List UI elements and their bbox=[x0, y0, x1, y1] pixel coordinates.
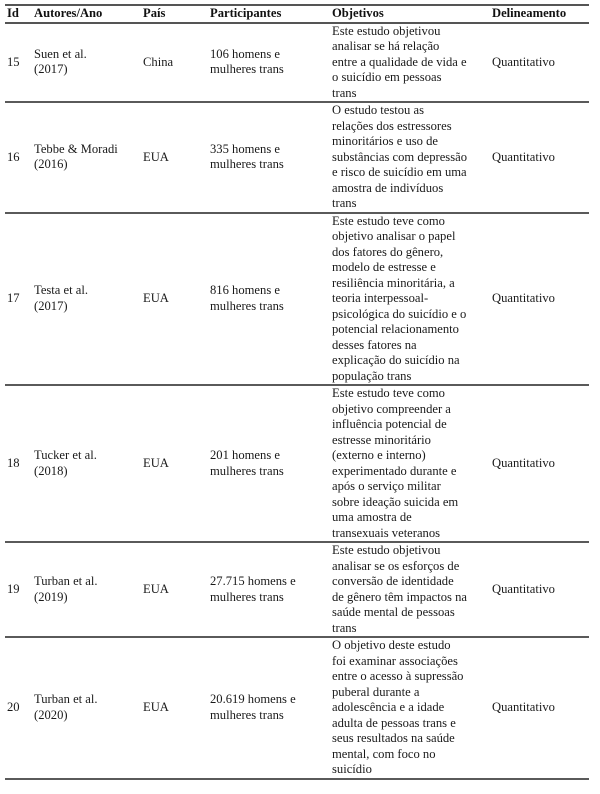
autores-line: Tucker et al. bbox=[34, 448, 97, 462]
objetivos-line: entre a qualidade de vida e bbox=[332, 54, 467, 69]
cell-objetivos bbox=[330, 102, 490, 213]
table-row bbox=[5, 213, 589, 386]
cell-pais: EUA bbox=[141, 213, 208, 386]
objetivos-line: trans bbox=[332, 620, 357, 635]
participantes-line: mulheres trans bbox=[210, 298, 284, 313]
objetivos-line: e risco de suicídio em uma bbox=[332, 165, 467, 179]
objetivos-line: teoria interpessoal- bbox=[332, 291, 429, 305]
cell-participantes bbox=[208, 385, 330, 542]
objetivos-line: uma amostra de bbox=[332, 510, 412, 524]
participantes-line: 816 homens e bbox=[210, 283, 280, 298]
cell-id: 16 bbox=[5, 102, 32, 213]
table-row bbox=[5, 102, 589, 213]
autores-line: (2019) bbox=[34, 589, 68, 604]
objetivos-line: transexuais veteranos bbox=[332, 525, 441, 540]
objetivos-line: Este estudo teve como bbox=[332, 213, 445, 228]
cell-participantes bbox=[208, 637, 330, 779]
cell-participantes bbox=[208, 23, 330, 103]
objetivos-line: suicídio bbox=[332, 762, 372, 776]
objetivos-line: conversão de identidade bbox=[332, 574, 454, 588]
objetivos-line: dos fatores do gênero, bbox=[332, 244, 444, 259]
cell-id: 19 bbox=[5, 542, 32, 637]
objetivos-line: objetivo compreender a bbox=[332, 401, 451, 416]
cell-autores bbox=[32, 637, 141, 779]
cell-delineamento: Quantitativo bbox=[490, 385, 589, 542]
header-delineamento: Delineamento bbox=[490, 5, 589, 23]
cell-participantes bbox=[208, 213, 330, 386]
autores-line: Testa et al. bbox=[34, 283, 89, 298]
objetivos-line: O objetivo deste estudo bbox=[332, 638, 451, 652]
cell-objetivos bbox=[330, 542, 490, 637]
objetivos-line: psicológica do suicídio e o bbox=[332, 306, 467, 321]
participantes-line: mulheres trans bbox=[210, 589, 284, 604]
cell-delineamento: Quantitativo bbox=[490, 542, 589, 637]
objetivos-line: resiliência minoritária, a bbox=[332, 275, 455, 290]
table-header bbox=[5, 5, 589, 23]
autores-line: (2016) bbox=[34, 157, 68, 172]
objetivos-line: potencial relacionamento bbox=[332, 322, 459, 336]
objetivos-line: O estudo testou as bbox=[332, 103, 424, 117]
objetivos-line: objetivo analisar o papel bbox=[332, 229, 456, 243]
autores-line: Turban et al. bbox=[34, 692, 98, 707]
header-id: Id bbox=[5, 5, 32, 23]
cell-objetivos bbox=[330, 23, 490, 103]
autores-line: (2017) bbox=[34, 298, 68, 313]
objetivos-line: sobre ideação suicida em bbox=[332, 494, 459, 509]
participantes-line: 335 homens e bbox=[210, 141, 280, 156]
objetivos-line: Este estudo objetivou bbox=[332, 23, 441, 38]
header-objetivos: Objetivos bbox=[330, 5, 490, 23]
objetivos-line: analisar se os esforços de bbox=[332, 558, 460, 573]
autores-line: Suen et al. bbox=[34, 46, 87, 61]
objetivos-line: após o serviço militar bbox=[332, 479, 441, 493]
cell-objetivos bbox=[330, 213, 490, 386]
studies-table bbox=[5, 4, 589, 780]
cell-participantes bbox=[208, 542, 330, 637]
cell-pais: China bbox=[141, 23, 208, 103]
cell-delineamento: Quantitativo bbox=[490, 637, 589, 779]
objetivos-line: o suicídio em pessoas bbox=[332, 70, 442, 84]
participantes-line: mulheres trans bbox=[210, 707, 284, 722]
objetivos-line: (externo e interno) bbox=[332, 448, 426, 462]
table-body bbox=[5, 23, 589, 779]
cell-pais: EUA bbox=[141, 637, 208, 779]
objetivos-line: experimentado durante e bbox=[332, 463, 457, 478]
objetivos-line: entre o acesso à supressão bbox=[332, 669, 464, 683]
cell-autores bbox=[32, 542, 141, 637]
header-autores: Autores/Ano bbox=[32, 5, 141, 23]
header-pais: País bbox=[141, 5, 208, 23]
objetivos-line: adolescência e a idade bbox=[332, 700, 445, 714]
participantes-line: 106 homens e bbox=[210, 46, 280, 61]
cell-autores bbox=[32, 102, 141, 213]
cell-participantes bbox=[208, 102, 330, 213]
table-row bbox=[5, 23, 589, 103]
cell-objetivos bbox=[330, 385, 490, 542]
cell-id: 18 bbox=[5, 385, 32, 542]
table-row bbox=[5, 385, 589, 542]
objetivos-line: desses fatores na bbox=[332, 337, 417, 352]
participantes-line: 20.619 homens e bbox=[210, 692, 296, 707]
objetivos-line: população trans bbox=[332, 368, 412, 383]
cell-delineamento: Quantitativo bbox=[490, 23, 589, 103]
cell-pais: EUA bbox=[141, 385, 208, 542]
objetivos-line: de gênero têm impactos na bbox=[332, 589, 467, 604]
objetivos-line: saúde mental de pessoas bbox=[332, 605, 455, 619]
table-row bbox=[5, 637, 589, 779]
objetivos-line: explicação do suicídio na bbox=[332, 353, 460, 367]
header-participantes: Participantes bbox=[208, 5, 330, 23]
participantes-line: 27.715 homens e bbox=[210, 574, 296, 588]
autores-line: (2020) bbox=[34, 707, 68, 722]
objetivos-line: foi examinar associações bbox=[332, 653, 458, 668]
participantes-line: mulheres trans bbox=[210, 62, 284, 77]
objetivos-line: amostra de indivíduos bbox=[332, 180, 444, 195]
cell-pais: EUA bbox=[141, 542, 208, 637]
studies-table-container bbox=[5, 4, 589, 780]
objetivos-line: modelo de estresse e bbox=[332, 260, 436, 274]
participantes-line: mulheres trans bbox=[210, 463, 284, 478]
objetivos-line: substâncias com depressão bbox=[332, 149, 467, 164]
objetivos-line: minoritários e uso de bbox=[332, 134, 438, 148]
objetivos-line: analisar se há relação bbox=[332, 39, 440, 53]
objetivos-line: trans bbox=[332, 85, 357, 100]
objetivos-line: seus resultados na saúde bbox=[332, 731, 455, 745]
objetivos-line: adulta de pessoas trans e bbox=[332, 715, 456, 730]
cell-id: 17 bbox=[5, 213, 32, 386]
autores-line: (2018) bbox=[34, 463, 68, 478]
autores-line: (2017) bbox=[34, 62, 68, 77]
objetivos-line: puberal durante a bbox=[332, 684, 420, 699]
objetivos-line: influência potencial de bbox=[332, 417, 447, 431]
autores-line: Turban et al. bbox=[34, 574, 98, 588]
cell-autores bbox=[32, 385, 141, 542]
cell-pais: EUA bbox=[141, 102, 208, 213]
objetivos-line: relações dos estressores bbox=[332, 118, 452, 133]
header-row bbox=[5, 5, 589, 23]
participantes-line: 201 homens e bbox=[210, 448, 280, 462]
objetivos-line: Este estudo teve como bbox=[332, 386, 445, 400]
objetivos-line: trans bbox=[332, 196, 357, 210]
cell-autores bbox=[32, 213, 141, 386]
cell-id: 15 bbox=[5, 23, 32, 103]
cell-delineamento: Quantitativo bbox=[490, 102, 589, 213]
objetivos-line: mental, com foco no bbox=[332, 746, 436, 761]
participantes-line: mulheres trans bbox=[210, 157, 284, 172]
autores-line: Tebbe & Moradi bbox=[34, 141, 118, 156]
objetivos-line: estresse minoritário bbox=[332, 432, 431, 447]
cell-objetivos bbox=[330, 637, 490, 779]
table-row bbox=[5, 542, 589, 637]
cell-autores bbox=[32, 23, 141, 103]
objetivos-line: Este estudo objetivou bbox=[332, 543, 441, 557]
cell-delineamento: Quantitativo bbox=[490, 213, 589, 386]
cell-id: 20 bbox=[5, 637, 32, 779]
